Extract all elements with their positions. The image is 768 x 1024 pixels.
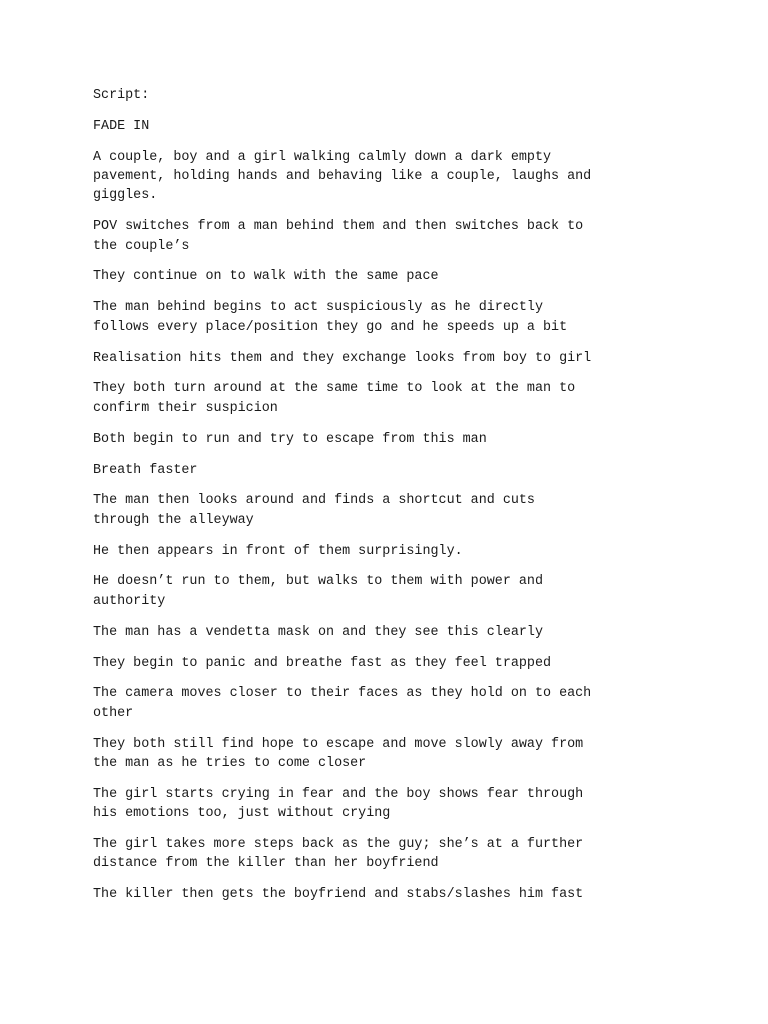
script-paragraph: Breath faster (93, 462, 198, 478)
script-heading: Script: (93, 88, 150, 103)
script-paragraph: They both turn around at the same time to look at the man to confirm their suspicion (93, 381, 576, 416)
script-paragraph: The man has a vendetta mask on and they see this clearly (93, 624, 543, 640)
script-paragraph: Both begin to run and try to escape from this man (93, 431, 487, 447)
script-paragraph: They both still find hope to escape and move slowly away from the man as he tries to come closer (93, 736, 584, 771)
scene-transition: FADE IN (93, 118, 150, 134)
script-paragraph: The man then looks around and finds a shortcut and cuts through the alleyway (93, 493, 535, 528)
script-paragraph: They begin to panic and breathe fast as they feel trapped (93, 655, 552, 671)
script-paragraph: He then appears in front of them surprisingly. (93, 543, 463, 559)
script-paragraph: The killer then gets the boyfriend and stabs/slashes him fast (93, 887, 584, 903)
script-paragraph: The girl starts crying in fear and the boy shows fear through his emotions too, just without crying (93, 786, 584, 822)
script-paragraph: A couple, boy and a girl walking calmly down a dark empty pavement, holding hands and behaving like a couple, laughs and giggles. (93, 149, 592, 204)
script-paragraph: Realisation hits them and they exchange looks from boy to girl (93, 350, 592, 366)
script-paragraph: They continue on to walk with the same pace (93, 269, 439, 285)
script-paragraph: The camera moves closer to their faces as they hold on to each other (93, 686, 592, 721)
script-page (93, 86, 693, 916)
script-paragraph: He doesn’t run to them, but walks to them with power and authority (93, 574, 543, 609)
script-paragraph: The girl takes more steps back as the guy; she’s at a further distance from the killer than her boyfriend (93, 837, 584, 872)
script-paragraph: POV switches from a man behind them and then switches back to the couple’s (93, 219, 584, 254)
script-paragraph: The man behind begins to act suspiciously as he directly follows every place/position they go and he speeds up a bit (93, 300, 568, 335)
